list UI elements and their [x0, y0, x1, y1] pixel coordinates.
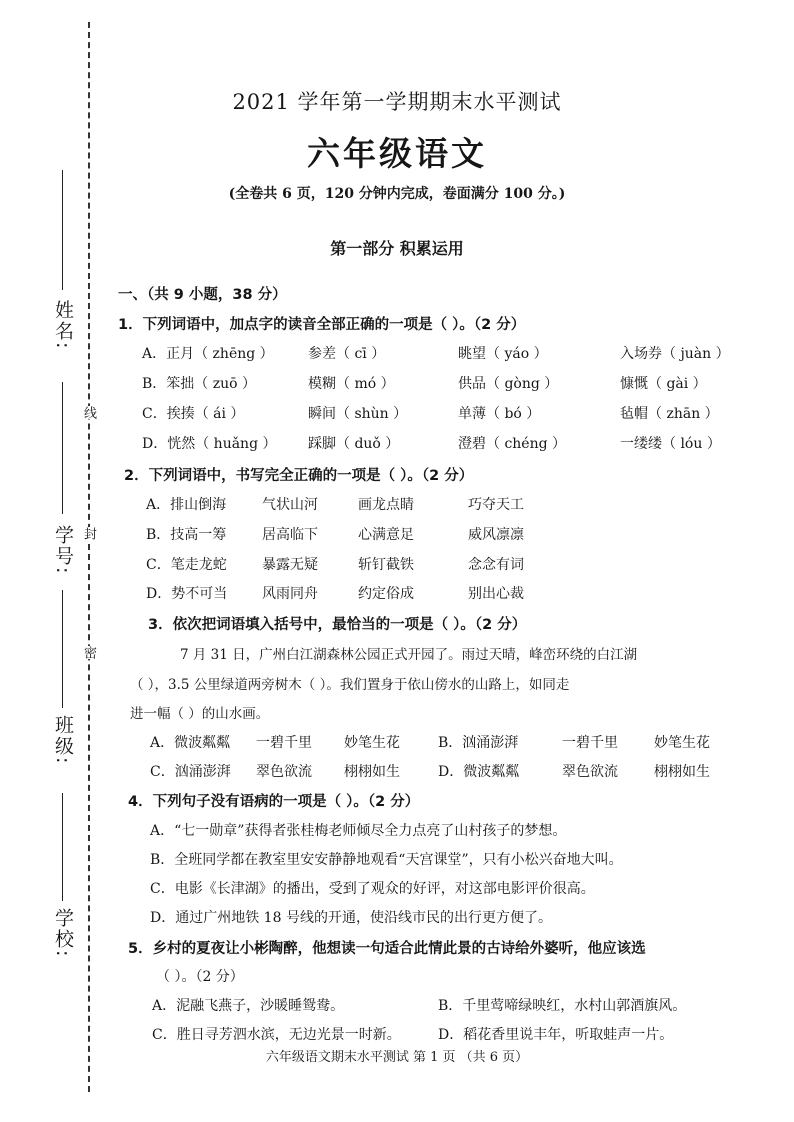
q2-option-b-word3: 心满意足 [358, 527, 414, 543]
page-footer: 六年级语文期末水平测试 第 1 页 （共 6 页） [265, 1050, 529, 1065]
q3-option-a-word2: 一碧千里 [256, 735, 312, 751]
q2-option-c-word4: 念念有词 [468, 557, 524, 573]
q1-option-b-word4: 慷慨（ gài ） [620, 376, 707, 392]
name-label: 姓名: [52, 300, 74, 351]
q1-option-c-word3: 单薄（ bó ） [458, 406, 541, 422]
q1-option-c: C．挨揍（ ái ） [142, 406, 245, 422]
q5-stem-line2: （ ）。（2 分） [156, 969, 244, 985]
q1-option-b: B．笨拙（ zuō ） [142, 376, 257, 392]
q3-passage-line1: 7 月 31 日，广州白江湖森林公园正式开园了。雨过天晴，峰峦环绕的白江湖 [180, 647, 638, 663]
q4-stem: 4．下列句子没有语病的一项是（ ）。（2 分） [128, 794, 420, 810]
q2-option-d-word3: 约定俗成 [358, 586, 414, 602]
q3-option-c-word3: 栩栩如生 [344, 764, 400, 780]
class-blank [62, 590, 63, 708]
q3-passage-line2: （ ），3.5 公里绿道两旁树木（ ）。我们置身于依山傍水的山路上，如同走 [130, 677, 570, 693]
q2-option-d-word4: 别出心裁 [468, 586, 524, 602]
binding-mark-seal: 封 [81, 527, 96, 540]
q2-option-a: A．排山倒海 [146, 497, 227, 513]
q3-option-a: A．微波粼粼 [150, 735, 231, 751]
q4-option-d: D．通过广州地铁 18 号线的开通，使沿线市民的出行更方便了。 [150, 910, 552, 926]
q3-option-c: C．汹涌澎湃 [150, 764, 231, 780]
q1-option-c-word4: 毡帽（ zhān ） [620, 406, 719, 422]
q3-stem: 3．依次把词语填入括号中，最恰当的一项是（ ）。（2 分） [148, 617, 527, 633]
q1-option-a-word4: 入场券（ juàn ） [620, 346, 730, 362]
q4-option-a: A．“七一勋章”获得者张桂梅老师倾尽全力点亮了山村孩子的梦想。 [150, 823, 567, 839]
q2-option-c-word2: 暴露无疑 [262, 557, 318, 573]
q2-option-b-word2: 居高临下 [262, 527, 318, 543]
q4-option-b: B．全班同学都在教室里安安静静地观看“天宫课堂”，只有小松兴奋地大叫。 [150, 852, 623, 868]
q1-option-d-word2: 踩脚（ duǒ ） [308, 436, 400, 452]
q5-option-c: C．胜日寻芳泗水滨，无边光景一时新。 [152, 1027, 401, 1043]
q2-option-a-word3: 画龙点睛 [358, 497, 414, 513]
binding-mark-line: 线 [81, 406, 96, 419]
q2-option-d: D．势不可当 [146, 586, 228, 602]
q1-option-a-word2: 参差（ cī ） [308, 346, 386, 362]
q1-stem: 1．下列词语中，加点字的读音全部正确的一项是（ ）。（2 分） [118, 317, 526, 333]
q2-option-b: B．技高一筹 [146, 527, 227, 543]
q2-option-b-word4: 威风凛凛 [468, 527, 524, 543]
student-id-blank [62, 382, 63, 514]
q1-option-b-word3: 供品（ gòng ） [458, 376, 559, 392]
school-blank [62, 793, 63, 901]
q2-option-a-word2: 气状山河 [262, 497, 318, 513]
q5-option-b: B．千里莺啼绿映红，水村山郭酒旗风。 [438, 998, 687, 1014]
q3-passage-line3: 进一幅（ ）的山水画。 [130, 706, 270, 722]
q3-option-b: B．汹涌澎湃 [438, 735, 519, 751]
q2-option-c-word3: 斩钉截铁 [358, 557, 414, 573]
q1-option-d-word3: 澄碧（ chéng ） [458, 436, 567, 452]
q4-option-c: C．电影《长津湖》的播出，受到了观众的好评，对这部电影评价很高。 [150, 881, 595, 897]
q3-option-b-word3: 妙笔生花 [654, 735, 710, 751]
q2-option-c: C．笔走龙蛇 [146, 557, 227, 573]
q3-option-c-word2: 翠色欲流 [256, 764, 312, 780]
part-title: 第一部分 积累运用 [330, 239, 464, 258]
q5-stem-line1: 5．乡村的夏夜让小彬陶醉，他想读一句适合此情此景的古诗给外婆听，他应该选 [128, 941, 646, 957]
q1-option-a: A．正月（ zhēng ） [142, 346, 274, 362]
binding-mark-secret: 密 [81, 646, 96, 659]
q2-option-a-word4: 巧夺天工 [468, 497, 524, 513]
q1-option-c-word2: 瞬间（ shùn ） [308, 406, 408, 422]
q5-option-a: A．泥融飞燕子，沙暖睡鸳鸯。 [152, 998, 345, 1014]
q1-option-b-word2: 模糊（ mó ） [308, 376, 395, 392]
q3-option-b-word2: 一碧千里 [562, 735, 618, 751]
school-label: 学校: [52, 908, 74, 959]
q2-option-d-word2: 风雨同舟 [262, 586, 318, 602]
q1-option-d-word4: 一缕缕（ lóu ） [620, 436, 721, 452]
q3-option-d-word3: 栩栩如生 [654, 764, 710, 780]
section-heading: 一、（共 9 小题，38 分） [118, 287, 287, 303]
exam-title: 2021 学年第一学期期末水平测试 [232, 90, 562, 114]
q3-option-d: D．微波粼粼 [438, 764, 520, 780]
q3-option-a-word3: 妙笔生花 [344, 735, 400, 751]
exam-note: (全卷共 6 页，120 分钟内完成，卷面满分 100 分。) [228, 186, 566, 202]
q5-option-d: D．稻花香里说丰年，听取蛙声一片。 [438, 1027, 674, 1043]
q3-option-d-word2: 翠色欲流 [562, 764, 618, 780]
q1-option-d: D．恍然（ huǎng ） [142, 436, 277, 452]
student-id-label: 学号: [52, 525, 74, 576]
q2-stem: 2．下列词语中，书写完全正确的一项是（ ）。（2 分） [124, 468, 474, 484]
q1-option-a-word3: 眺望（ yáo ） [458, 346, 548, 362]
subject-title: 六年级语文 [307, 134, 487, 173]
class-label: 班级: [52, 715, 74, 766]
